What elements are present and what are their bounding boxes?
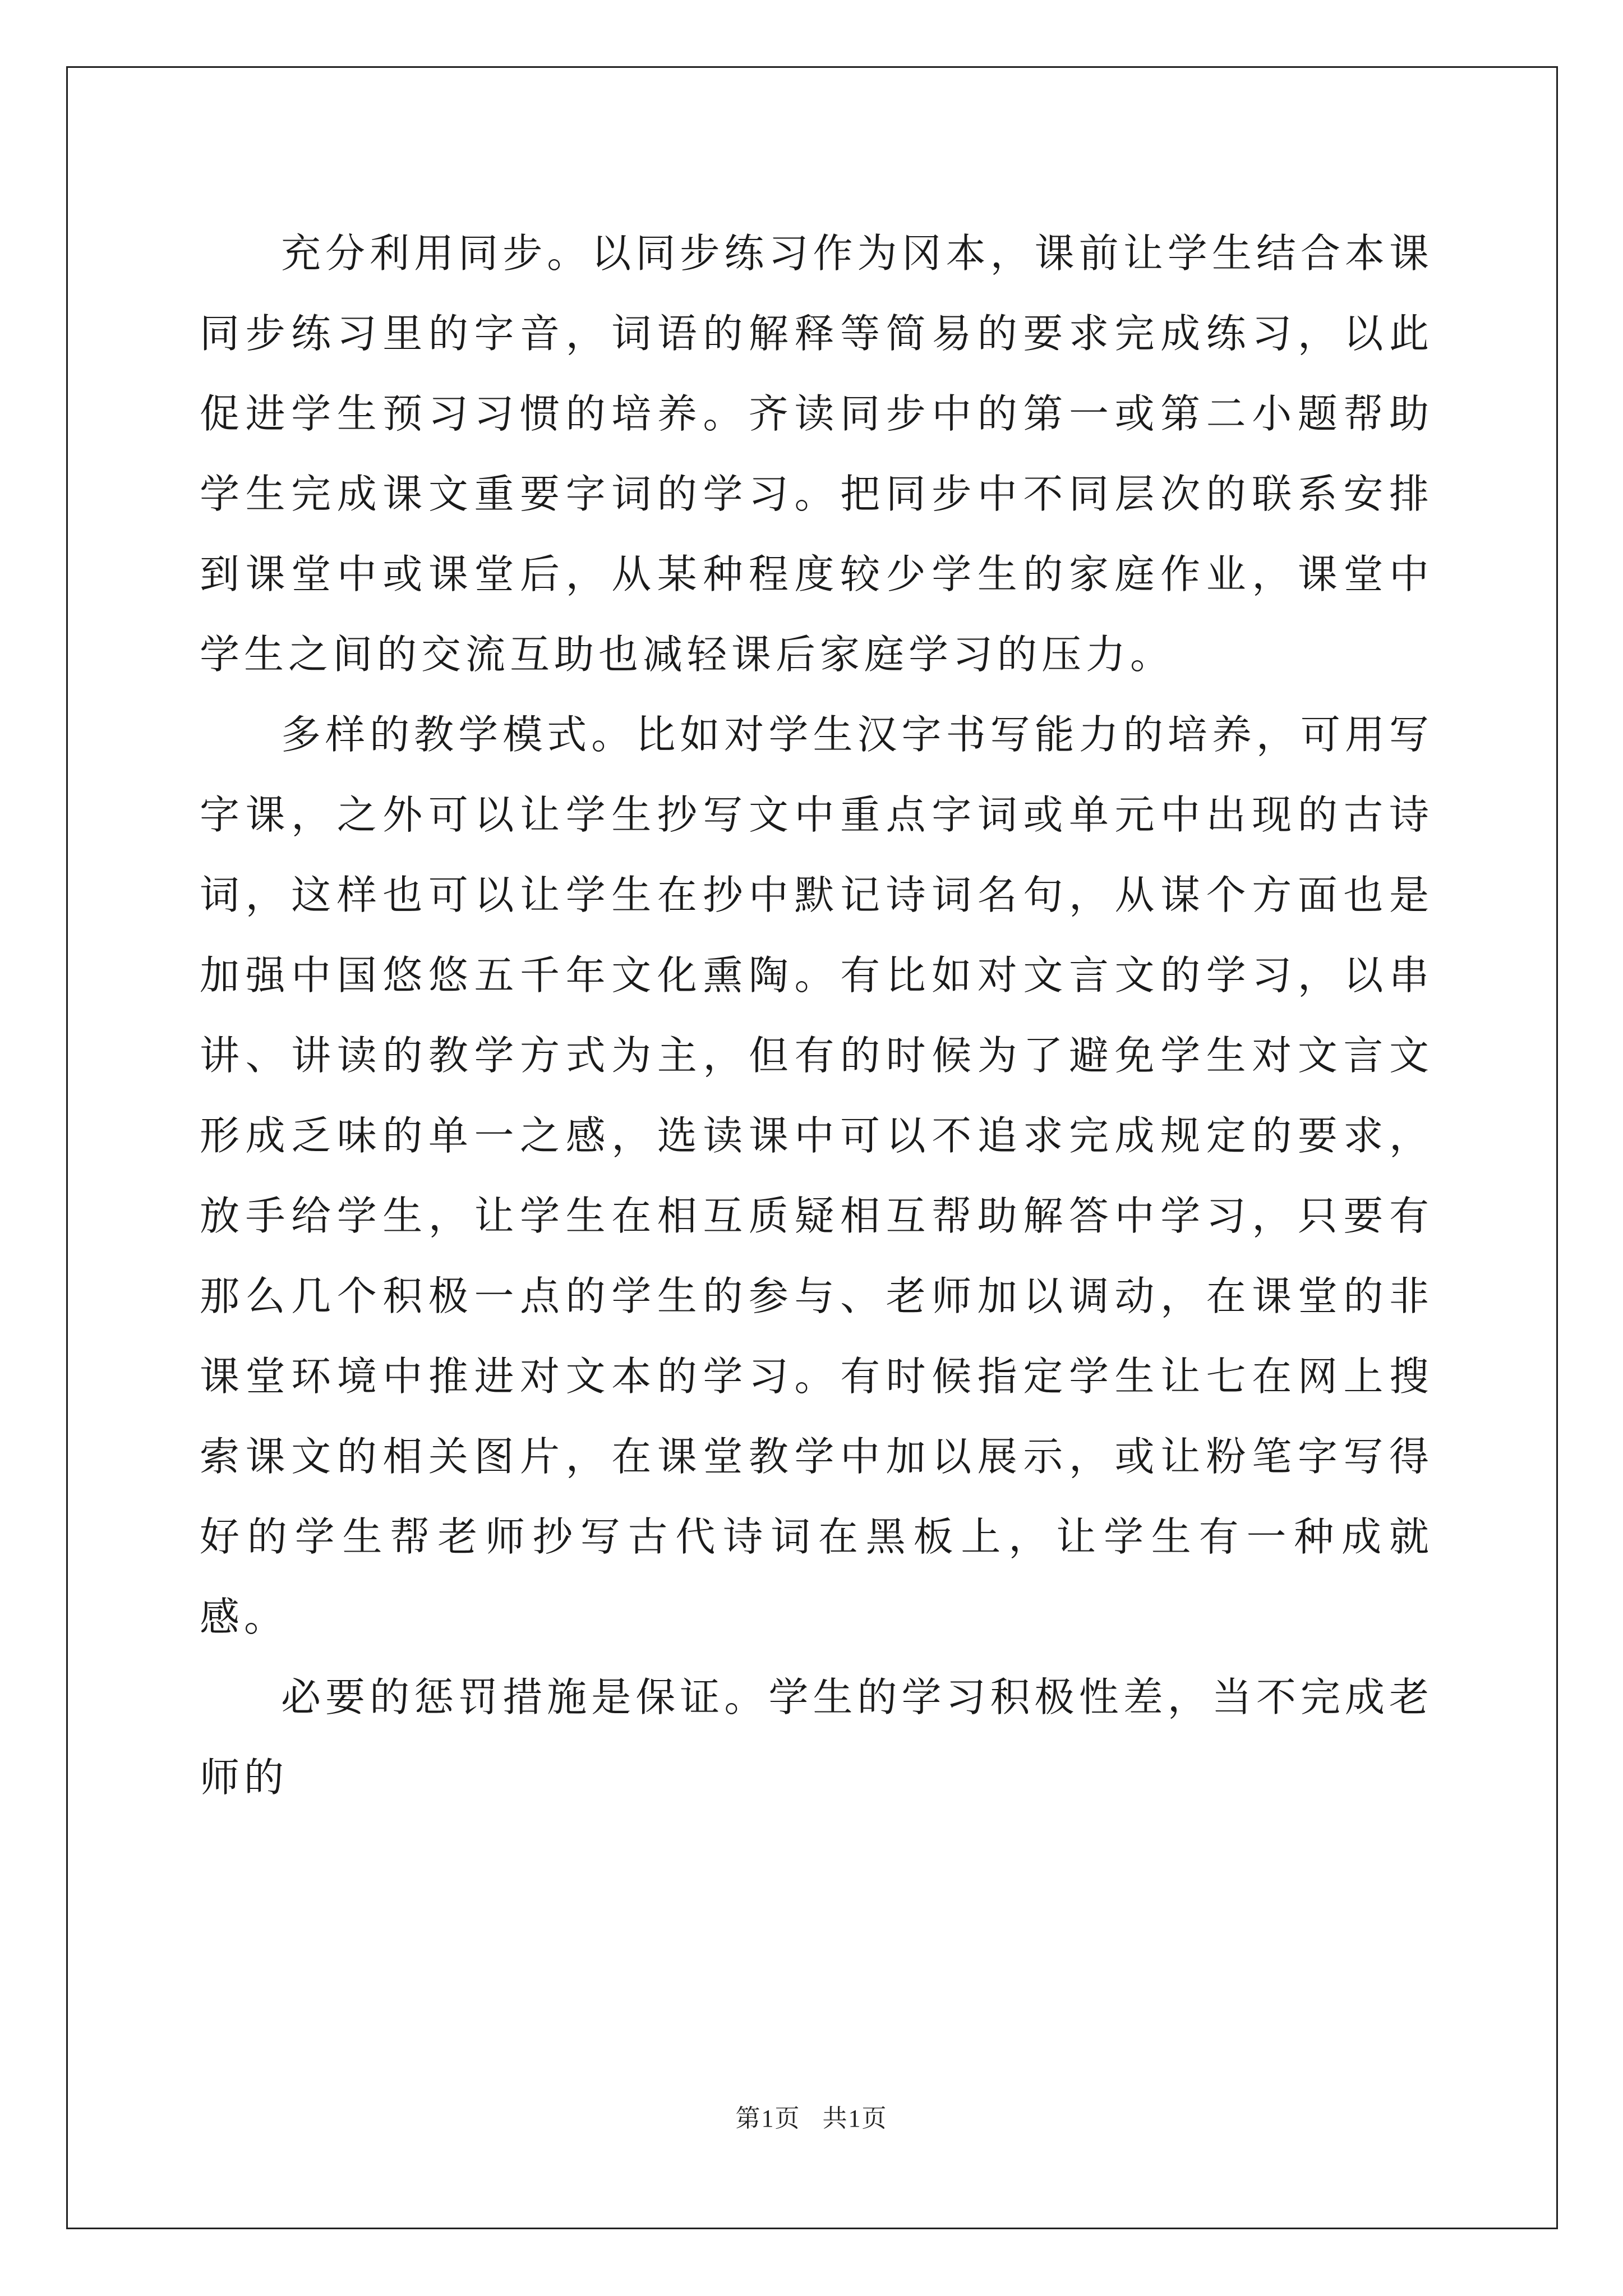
page-number: 第1页 (735, 2105, 801, 2132)
page-footer (0, 2098, 1623, 2134)
paragraph: 必要的惩罚措施是保证。学生的学习积极性差，当不完成老师的 (200, 1674, 1433, 1801)
page-total: 共1页 (822, 2105, 888, 2132)
paragraph: 多样的教学模式。比如对学生汉字书写能力的培养，可用写字课，之外可以让学生抄写文中重点字词或单元中出现的古诗词，这样也可以让学生在抄中默记诗词名句，从谋个方面也是加强中国悠悠五千年文化熏陶。有比如对文言文的学习，以串讲、讲读的教学方式为主，但有的时候为了避免学生对文言文形成乏味的单一之感，选读课中可以不追求完成规定的要求，放手给学生，让学生在相互质疑相互帮助解答中学习，只要有那么几个积极一点的学生的参与、老师加以调动，在课堂的非课堂环境中推进对文本的学习。有时候指定学生让七在网上搜索课文的相关图片，在课堂教学中加以展示，或让粉笔字写得好的学生帮老师抄写古代诗词在黑板上，让学生有一种成就感。 (200, 711, 1433, 1640)
document-body (200, 213, 1433, 1818)
paragraph: 充分利用同步。以同步练习作为冈本，课前让学生结合本课同步练习里的字音，词语的解释等简易的要求完成练习，以此促进学生预习习惯的培养。齐读同步中的第一或第二小题帮助学生完成课文重要字词的学习。把同步中不同层次的联系安排到课堂中或课堂后，从某种程度较少学生的家庭作业，课堂中学生之间的交流互助也减轻课后家庭学习的压力。 (200, 230, 1433, 678)
